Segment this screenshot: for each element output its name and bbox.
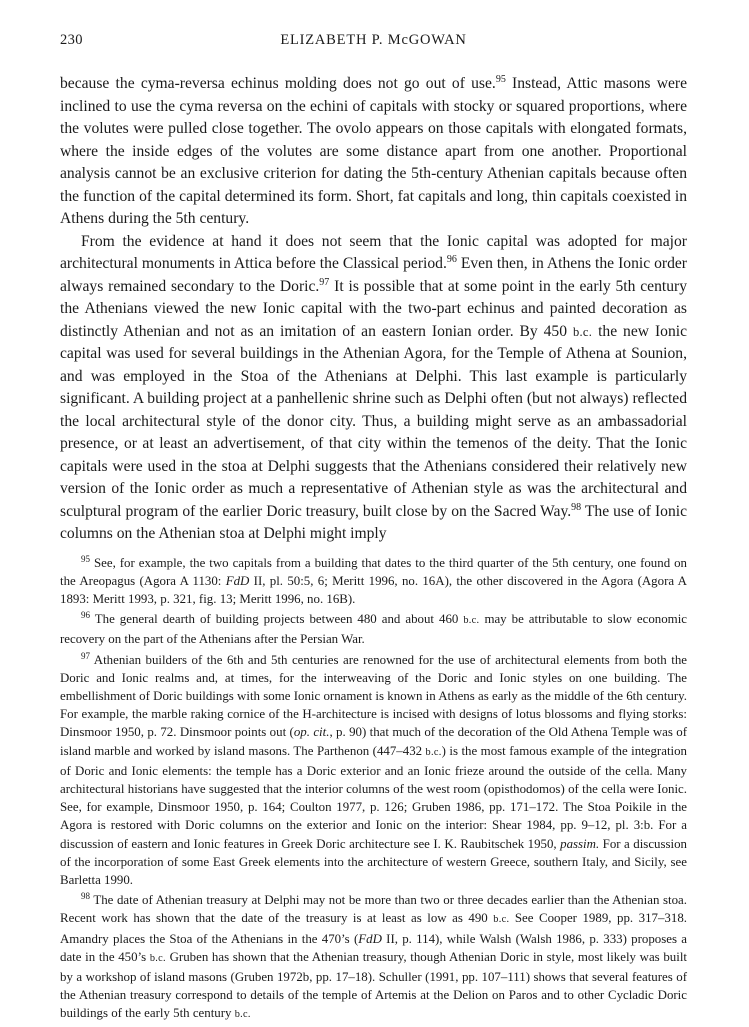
footnote-ref-95: 95 — [495, 74, 506, 85]
footnote-96: $^{96}$ The general dearth of building projects between 480 and about 460 b.c. may be attributable to slow economic recovery on the part of the Athenians after the Persian War. — [60, 610, 687, 647]
footnotes — [60, 554, 687, 1025]
paragraph-1: because the cyma-reversa echinus molding does not go out of use.$^{95}$ Instead, Attic masons were inclined to use the cyma reversa on the echini of capitals with stocky or squared proportions, where the volutes were pulled close together. The ovolo appears on those capitals with elongated formats, where the inside edges of the volutes are some distance apart from one another. Proportional analysis cannot be an exclusive criterion for dating the 5th-century Athenian capitals because often the function of the capital determined its form. Short, fat capitals and long, thin capitals coexisted in Athens during the 5th century. — [60, 74, 688, 227]
paragraph-2: From the evidence at hand it does not seem that the Ionic capital was adopted for major architectural monuments in Attica before the Classical period.$^{96}$ Even then, in Athens the Ionic order always remained secondary to the Doric.$^{97}$ It is possible that at some point in the early 5th century the Athenians viewed the new Ionic capital with the two-part echinus and painted decoration as distinctly Athenian and not as an imitation of an eastern Ionian order. By 450 b.c. the new Ionic capital was used for several buildings in the Athenian Agora, for the Temple of Athena at Sounion, and was employed in the Stoa of the Athenians at Delphi. This last example is particularly significant. A building project at a panhellenic shrine such as Delphi often (but not always) reflected the local architectural style of the donor city. Thus, a building might serve as an ambassadorial presence, or at least an advertisement, of that city within the temenos of the deity. That the Ionic capitals were used in the stoa at Delphi suggests that the Athenians considered their relatively new version of the Ionic order as much a representative of Athenian style as was the architectural and sculptural program of the earlier Doric treasury, built close by on the Sacred Way.$^{98}$ The use of Ionic columns on the Athenian stoa at Delphi might imply — [60, 232, 688, 542]
footnote-ref-97: 97 — [319, 276, 330, 288]
running-header — [60, 32, 687, 56]
footnote-ref-96: 96 — [446, 254, 457, 265]
footnote-97: $^{97}$ Athenian builders of the 6th and 5th centuries are renowned for the use of architectural elements from both the Doric and Ionic realms and, at times, for the interweaving of the Doric and Ionic styles on one building. The embellishment of Doric buildings with some Ionic ornament is known in Athens as early as the middle of the 6th century. For example, the marble raking cornice of the H-architecture is incised with designs of lotus blossoms and flying storks: Dinsmoor 1950, p. 72. Dinsmoor points out (op. cit., p. 90) that much of the decoration of the Old Athena Temple was of island marble and worked by island masons. The Parthenon (447–432 b.c.) is the most famous example of the integration of Doric and Ionic elements: the temple has a Doric exterior and an Ionic frieze around the outside of the cella. Many architectural historians have suggested that the interior columns of the west room (opisthodomos) of the cella were Ionic. See, for example, Dinsmoor 1950, p. 164; Coulton 1977, p. 126; Gruben 1986, pp. 171–172. The Stoa Poikile in the Agora is restored with Doric columns on the exterior and Ionic on the interior: Shear 1984, pp. 9–12, pl. 3:b. For a discussion of eastern and Ionic features in Greek Doric architecture see I. K. Raubitschek 1950, passim. For a discussion of the incorporation of some East Greek elements into the architecture of western Greece, southern Italy, and Sicily, see Barletta 1990. — [60, 650, 687, 887]
page — [60, 32, 687, 1027]
footnote-ref-98: 98 — [571, 501, 582, 513]
page-number: 230 — [60, 32, 83, 48]
footnote-98: $^{98}$ The date of Athenian treasury at Delphi may not be more than two or three decades earlier than the Athenian stoa. Recent work has shown that the date of the treasury is at least as low as 490 b.c. See Cooper 1989, pp. 317–318. Amandry places the Stoa of the Athenians in the 470’s (FdD II, p. 114), while Walsh (Walsh 1986, p. 333) proposes a date in the 450’s b.c. Gruben has shown that the Athenian treasury, though Athenian Doric in style, most likely was built by a workshop of island masons (Gruben 1972b, pp. 17–18). Schuller (1991, pp. 107–111) shows that several features of the Athenian treasury correspond to details of the temple of Artemis at the Delion on Paros and to other Cycladic Doric buildings of the early 5th century b.c. — [60, 891, 687, 1021]
footnote-95: $^{95}$ See, for example, the two capitals from a building that dates to the third quarter of the 5th century, one found on the Areopagus (Agora A 1130: FdD II, pl. 50:5, 6; Meritt 1996, no. 16A), the other discovered in the Agora (Agora A 1893: Meritt 1993, p. 321, fig. 13; Meritt 1996, no. 16B). — [60, 553, 687, 606]
main-text — [60, 73, 687, 546]
running-head: ELIZABETH P. McGOWAN — [280, 32, 467, 48]
